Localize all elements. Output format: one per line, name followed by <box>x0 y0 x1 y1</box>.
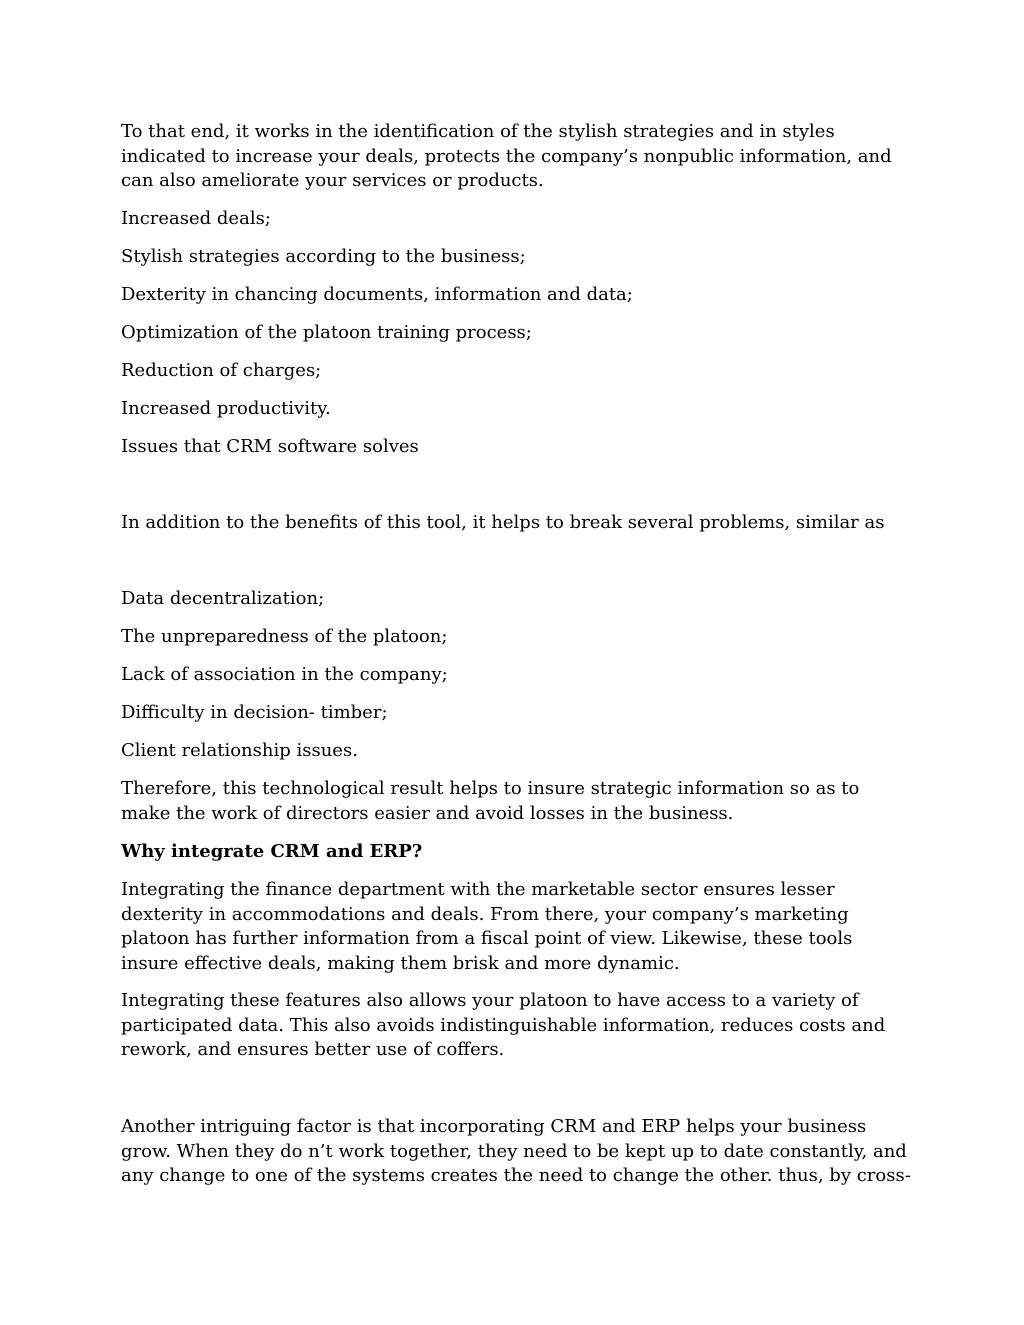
section-heading: Issues that CRM software solves <box>121 436 419 457</box>
list-item: Difficulty in decision- timber; <box>121 702 388 723</box>
body-paragraph: Another intriguing factor is that incorporating CRM and ERP helps your business grow. When they do n’t work together, they need to be kept up to date constantly, and any change to one of the systems creates the need to change the other. thus, by cross- <box>121 1116 911 1187</box>
list-item: Optimization of the platoon training process; <box>121 322 532 343</box>
body-paragraph: Integrating these features also allows your platoon to have access to a variety of participated data. This also avoids indistinguishable information, reduces costs and rework, and ensures better use of coffers. <box>121 990 886 1061</box>
list-item: Increased productivity. <box>121 398 331 419</box>
section-heading: Why integrate CRM and ERP? <box>121 841 423 862</box>
list-item: Client relationship issues. <box>121 740 358 761</box>
body-paragraph: Integrating the finance department with the marketable sector ensures lesser dexterity in accommodations and deals. From there, your company’s marketing platoon has further information from a fiscal point of view. Likewise, these tools insure effective deals, making them brisk and more dynamic. <box>121 879 853 974</box>
list-item: Reduction of charges; <box>121 360 322 381</box>
body-paragraph: In addition to the benefits of this tool, it helps to break several problems, similar as <box>121 512 885 533</box>
list-item: The unpreparedness of the platoon; <box>121 626 448 647</box>
list-item: Data decentralization; <box>121 588 325 609</box>
list-item: Lack of association in the company; <box>121 664 448 685</box>
list-item: Stylish strategies according to the business; <box>121 246 526 267</box>
body-paragraph: Therefore, this technological result helps to insure strategic information so as to make the work of directors easier and avoid losses in the business. <box>121 778 860 824</box>
intro-paragraph: To that end, it works in the identification of the stylish strategies and in styles indicated to increase your deals, protects the company’s nonpublic information, and can also ameliorate your services or products. <box>121 121 892 192</box>
list-item: Dexterity in chancing documents, information and data; <box>121 284 633 305</box>
list-item: Increased deals; <box>121 208 271 229</box>
